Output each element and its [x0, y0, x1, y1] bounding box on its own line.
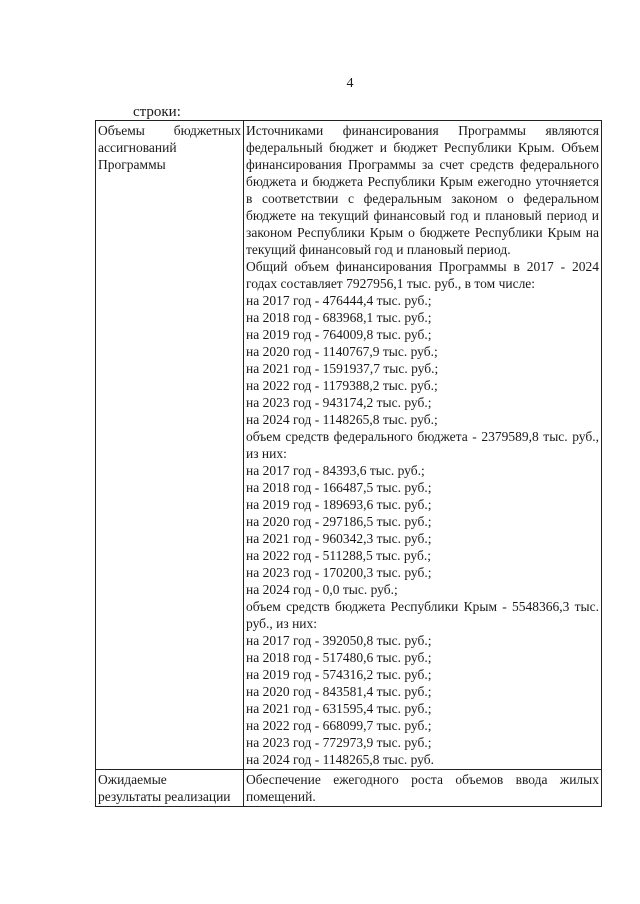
list-item: на 2023 год - 943174,2 тыс. руб.;	[246, 395, 432, 410]
intro-text: строки:	[133, 104, 181, 120]
list-item: на 2023 год - 772973,9 тыс. руб.;	[246, 735, 432, 750]
sources-paragraph: Источниками финансирования Программы являются федеральный бюджет и бюджет Республики Крым. Объем финансирования Программы за счет средств федерального бюджета и бюджета Республики Крым ежегодно уточняется в соответствии с федеральным законом о федеральном бюджете на текущий финансовый год и плановый период и законом Республики Крым о бюджете Республики Крым на текущий финансовый год и плановый период.	[246, 123, 599, 257]
list-item: на 2021 год - 960342,3 тыс. руб.;	[246, 531, 432, 546]
label-line: Программы	[98, 157, 166, 172]
list-item: на 2022 год - 668099,7 тыс. руб.;	[246, 718, 432, 733]
list-item: на 2019 год - 574316,2 тыс. руб.;	[246, 667, 432, 682]
list-item: на 2018 год - 166487,5 тыс. руб.;	[246, 480, 432, 495]
list-item: на 2021 год - 631595,4 тыс. руб.;	[246, 701, 432, 716]
list-item: на 2017 год - 84393,6 тыс. руб.;	[246, 463, 425, 478]
list-item: на 2020 год - 843581,4 тыс. руб.;	[246, 684, 432, 699]
list-item: на 2024 год - 0,0 тыс. руб.;	[246, 582, 398, 597]
list-item: на 2018 год - 517480,6 тыс. руб.;	[246, 650, 432, 665]
list-item: на 2018 год - 683968,1 тыс. руб.;	[246, 310, 432, 325]
crimea-years-list	[246, 632, 599, 768]
label-line: ассигнований	[98, 140, 177, 155]
results-paragraph: Обеспечение ежегодного роста объемов ввода жилых помещений.	[246, 772, 599, 804]
table-row-results	[96, 770, 602, 807]
list-item: на 2019 год - 764009,8 тыс. руб.;	[246, 327, 432, 342]
total-years-list	[246, 292, 599, 428]
list-item: на 2017 год - 392050,8 тыс. руб.;	[246, 633, 432, 648]
list-item: на 2020 год - 297186,5 тыс. руб.;	[246, 514, 432, 529]
list-item: на 2019 год - 189693,6 тыс. руб.;	[246, 497, 432, 512]
list-item: на 2022 год - 1179388,2 тыс. руб.;	[246, 378, 438, 393]
row-content-budget	[244, 121, 602, 770]
federal-years-list	[246, 462, 599, 598]
list-item: на 2017 год - 476444,4 тыс. руб.;	[246, 293, 432, 308]
list-item: на 2022 год - 511288,5 тыс. руб.;	[246, 548, 431, 563]
row-content-results	[244, 770, 602, 807]
row-label-results	[96, 770, 244, 807]
list-item: на 2023 год - 170200,3 тыс. руб.;	[246, 565, 432, 580]
row-label-budget	[96, 121, 244, 770]
label-line: результаты реализации	[98, 789, 231, 804]
list-item: на 2020 год - 1140767,9 тыс. руб.;	[246, 344, 438, 359]
table-row-budget	[96, 121, 602, 770]
list-item: на 2024 год - 1148265,8 тыс. руб.	[246, 752, 434, 767]
program-passport-table	[95, 120, 602, 807]
label-line: Объемы бюджетных	[98, 123, 241, 138]
total-paragraph: Общий объем финансирования Программы в 2017 - 2024 годах составляет 7927956,1 тыс. руб., в том числе:	[246, 259, 599, 291]
list-item: на 2021 год - 1591937,7 тыс. руб.;	[246, 361, 439, 376]
page-number: 4	[346, 76, 354, 91]
label-line: Ожидаемые	[98, 772, 167, 787]
crimea-paragraph: объем средств бюджета Республики Крым - 5548366,3 тыс. руб., из них:	[246, 599, 599, 631]
federal-paragraph: объем средств федерального бюджета - 2379589,8 тыс. руб., из них:	[246, 429, 599, 461]
list-item: на 2024 год - 1148265,8 тыс. руб.;	[246, 412, 438, 427]
